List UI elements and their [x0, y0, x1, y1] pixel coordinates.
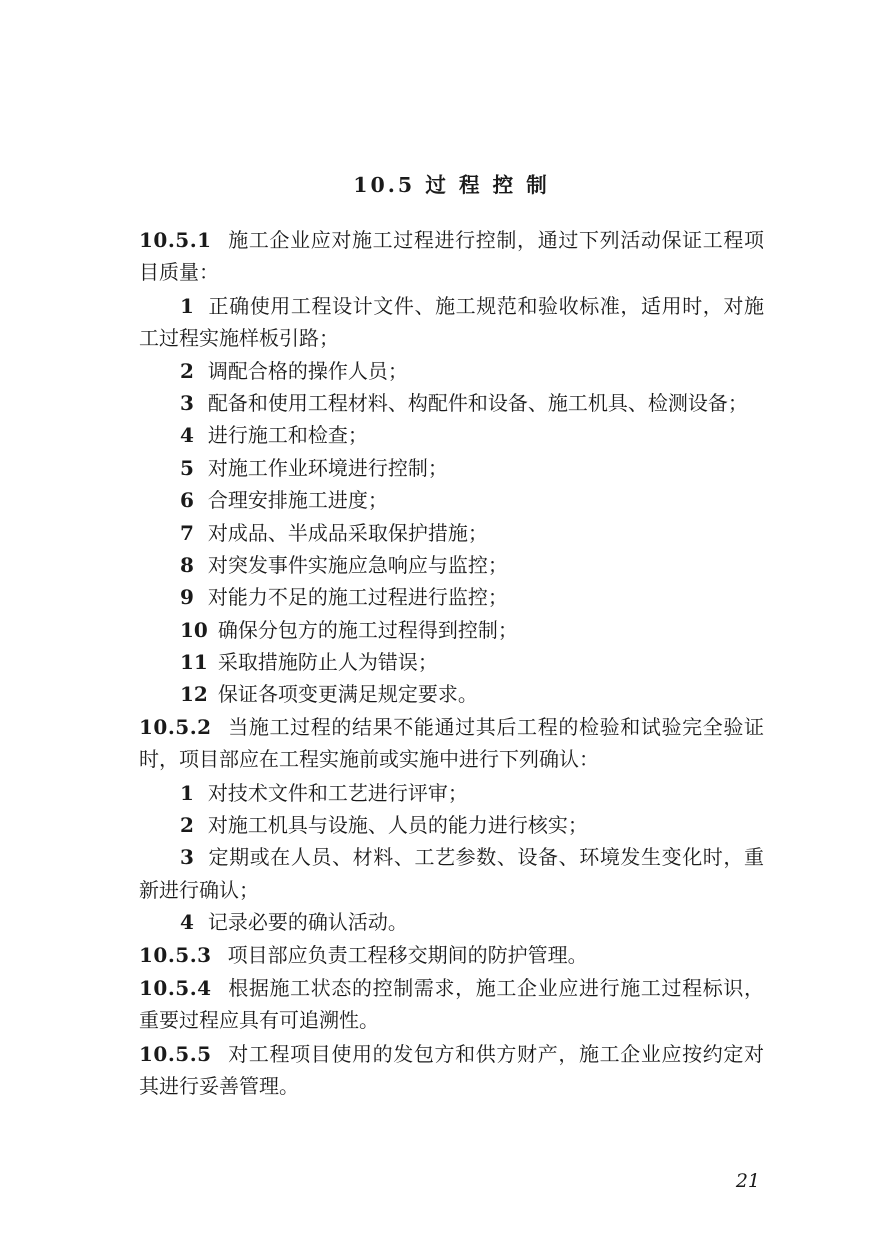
- list-item: [139, 452, 764, 484]
- page-content: [139, 168, 764, 1104]
- clause-number: 10.5.4: [139, 975, 212, 1000]
- item-label: 1: [180, 780, 194, 805]
- list-item: [139, 549, 764, 581]
- item-text: 对成品、半成品采取保护措施；: [207, 520, 488, 545]
- item-text: 对技术文件和工艺进行评审；: [207, 780, 468, 805]
- clause-text: 施工企业应对施工过程进行控制，通过下列活动保证工程项目质量：: [139, 228, 764, 285]
- item-text: 进行施工和检查；: [207, 423, 368, 448]
- item-label: 7: [180, 520, 194, 545]
- item-text: 采取措施防止人为错误；: [217, 650, 438, 675]
- item-text: 记录必要的确认活动。: [207, 910, 408, 935]
- list-item: [139, 387, 764, 419]
- list-item: [139, 777, 764, 809]
- clause-text: 项目部应负责工程移交期间的防护管理。: [227, 942, 588, 967]
- list-item: [139, 290, 764, 355]
- item-label: 9: [180, 585, 194, 610]
- page-number: 21: [735, 1170, 760, 1192]
- clause-number: 10.5.3: [139, 942, 212, 967]
- item-label: 5: [180, 455, 194, 480]
- clause-number: 10.5.2: [139, 714, 212, 739]
- clause-text: 根据施工状态的控制需求，施工企业应进行施工过程标识，重要过程应具有可追溯性。: [139, 975, 764, 1033]
- list-item: [139, 581, 764, 613]
- section-title: 10.5 过 程 控 制: [353, 173, 550, 197]
- list-item: [139, 419, 764, 451]
- item-text: 对施工作业环境进行控制；: [207, 455, 448, 480]
- list-item: [139, 646, 764, 678]
- item-label: 8: [180, 552, 194, 577]
- item-text: 配备和使用工程材料、构配件和设备、施工机具、检测设备；: [207, 390, 748, 415]
- clause-number: 10.5.1: [139, 228, 212, 252]
- item-text: 调配合格的操作人员；: [207, 358, 408, 383]
- item-text: 正确使用工程设计文件、施工规范和验收标准，适用时，对施工过程实施样板引路；: [139, 293, 764, 351]
- list-item: [139, 517, 764, 549]
- clause-number: 10.5.5: [139, 1041, 212, 1066]
- clause-10-5-3: [139, 939, 764, 971]
- list-item: [139, 484, 764, 516]
- item-label: 4: [180, 910, 194, 935]
- item-text: 对施工机具与设施、人员的能力进行核实；: [207, 813, 588, 838]
- list-item: [139, 841, 764, 906]
- item-text: 对突发事件实施应急响应与监控；: [207, 552, 508, 577]
- list-item: [139, 678, 764, 710]
- item-text: 合理安排施工进度；: [207, 488, 388, 513]
- clause-10-5-4: [139, 972, 764, 1037]
- item-label: 6: [180, 488, 194, 513]
- item-text: 对能力不足的施工过程进行监控；: [207, 585, 508, 610]
- list-item: [139, 906, 764, 938]
- item-label: 3: [180, 845, 194, 870]
- clause-10-5-5: [139, 1038, 764, 1103]
- item-text: 定期或在人员、材料、工艺参数、设备、环境发生变化时，重新进行确认；: [139, 845, 764, 902]
- item-label: 2: [180, 813, 194, 838]
- item-label: 10: [180, 617, 208, 642]
- clause-text: 当施工过程的结果不能通过其后工程的检验和试验完全验证时，项目部应在工程实施前或实施中进行下列确认：: [139, 714, 764, 772]
- item-label: 1: [180, 293, 194, 318]
- list-item: [139, 355, 764, 387]
- item-text: 保证各项变更满足规定要求。: [217, 682, 478, 707]
- item-label: 4: [180, 423, 194, 448]
- list-item: [139, 614, 764, 646]
- list-item: [139, 809, 764, 841]
- clause-10-5-1: [139, 224, 764, 289]
- item-label: 12: [180, 682, 208, 707]
- item-label: 11: [180, 650, 208, 675]
- clause-10-5-2: [139, 711, 764, 776]
- clause-text: 对工程项目使用的发包方和供方财产，施工企业应按约定对其进行妥善管理。: [139, 1041, 764, 1099]
- item-label: 3: [180, 390, 194, 415]
- item-label: 2: [180, 358, 194, 383]
- item-text: 确保分包方的施工过程得到控制；: [217, 617, 518, 642]
